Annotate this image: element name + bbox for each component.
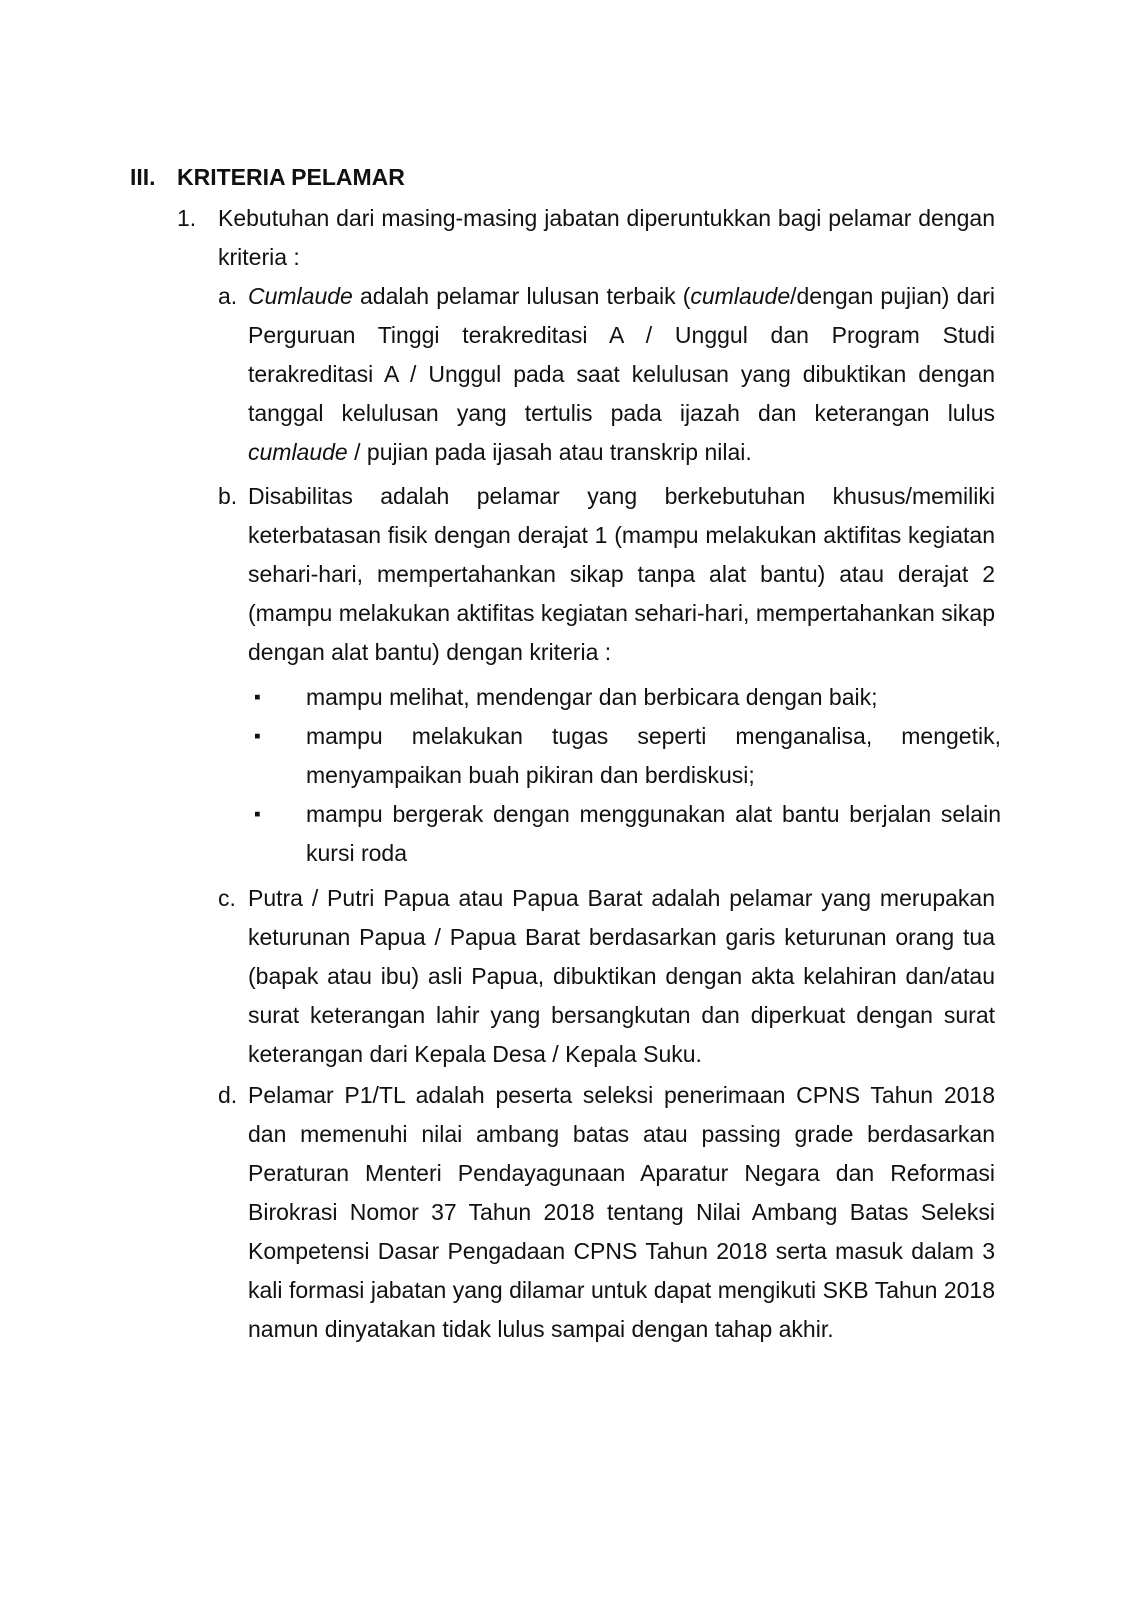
italic-term: cumlaude bbox=[248, 439, 348, 465]
sub-item-b-label: b. bbox=[218, 483, 238, 509]
text-run: /dengan pujian) dari Perguruan Tinggi terakreditasi A / Unggul dan Program Studi terakreditasi A / Unggul pada saat kelulusan yang dibuktikan dengan tanggal kelulusan yang tertulis pada ijazah dan keterangan lulus bbox=[248, 283, 995, 426]
section-heading bbox=[130, 158, 1131, 197]
square-bullet-icon: ▪ bbox=[254, 687, 261, 708]
bullet-text: mampu melihat, mendengar dan berbicara dengan baik; bbox=[306, 684, 878, 710]
sub-item-d-text: Pelamar P1/TL adalah peserta seleksi penerimaan CPNS Tahun 2018 dan memenuhi nilai ambang batas atau passing grade berdasarkan Peraturan Menteri Pendayagunaan Aparatur Negara dan Reformasi Birokrasi Nomor 37 Tahun 2018 tentang Nilai Ambang Batas Seleksi Kompetensi Dasar Pengadaan CPNS Tahun 2018 serta masuk dalam 3 kali formasi jabatan yang dilamar untuk dapat mengikuti SKB Tahun 2018 namun dinyatakan tidak lulus sampai dengan tahap akhir. bbox=[248, 1082, 995, 1342]
sub-item-c bbox=[218, 879, 1131, 1074]
sub-item-a bbox=[218, 277, 1131, 472]
sub-item-a-label: a. bbox=[218, 283, 238, 309]
square-bullet-icon: ▪ bbox=[254, 726, 261, 747]
sub-item-c-label: c. bbox=[218, 885, 236, 911]
sub-item-d-label: d. bbox=[218, 1082, 238, 1108]
disability-criteria-list bbox=[248, 678, 1131, 873]
sub-item-b-text: Disabilitas adalah pelamar yang berkebutuhan khusus/memiliki keterbatasan fisik dengan derajat 1 (mampu melakukan aktifitas kegiatan sehari-hari, mempertahankan sikap tanpa alat bantu) atau derajat 2 (mampu melakukan aktifitas kegiatan sehari-hari, mempertahankan sikap dengan alat bantu) dengan kriteria : bbox=[248, 483, 995, 665]
list-item bbox=[248, 717, 1131, 795]
item-intro-text: Kebutuhan dari masing-masing jabatan diperuntukkan bagi pelamar dengan kriteria : bbox=[218, 205, 995, 270]
bullet-text: mampu bergerak dengan menggunakan alat bantu berjalan selain kursi roda bbox=[306, 801, 1001, 866]
sub-item-b bbox=[218, 477, 1131, 672]
bullet-text: mampu melakukan tugas seperti menganalisa, mengetik, menyampaikan buah pikiran dan berdiskusi; bbox=[306, 723, 1001, 788]
text-run: / pujian pada ijasah atau transkrip nilai. bbox=[347, 439, 752, 465]
italic-term: cumlaude bbox=[690, 283, 791, 309]
square-bullet-icon: ▪ bbox=[254, 804, 261, 825]
section-title: KRITERIA PELAMAR bbox=[177, 164, 405, 190]
text-run: adalah pelamar lulusan terbaik ( bbox=[352, 283, 691, 309]
numbered-item-1 bbox=[177, 199, 1131, 277]
sub-item-a-text bbox=[248, 277, 995, 472]
italic-term: Cumlaude bbox=[248, 283, 353, 309]
list-item bbox=[248, 678, 1131, 717]
list-item bbox=[248, 795, 1131, 873]
sub-item-d bbox=[218, 1076, 1131, 1349]
section-number: III. bbox=[130, 164, 156, 190]
item-number: 1. bbox=[177, 205, 197, 231]
sub-item-c-text: Putra / Putri Papua atau Papua Barat adalah pelamar yang merupakan keturunan Papua / Papua Barat berdasarkan garis keturunan orang tua (bapak atau ibu) asli Papua, dibuktikan dengan akta kelahiran dan/atau surat keterangan lahir yang bersangkutan dan diperkuat dengan surat keterangan dari Kepala Desa / Kepala Suku. bbox=[248, 885, 995, 1067]
